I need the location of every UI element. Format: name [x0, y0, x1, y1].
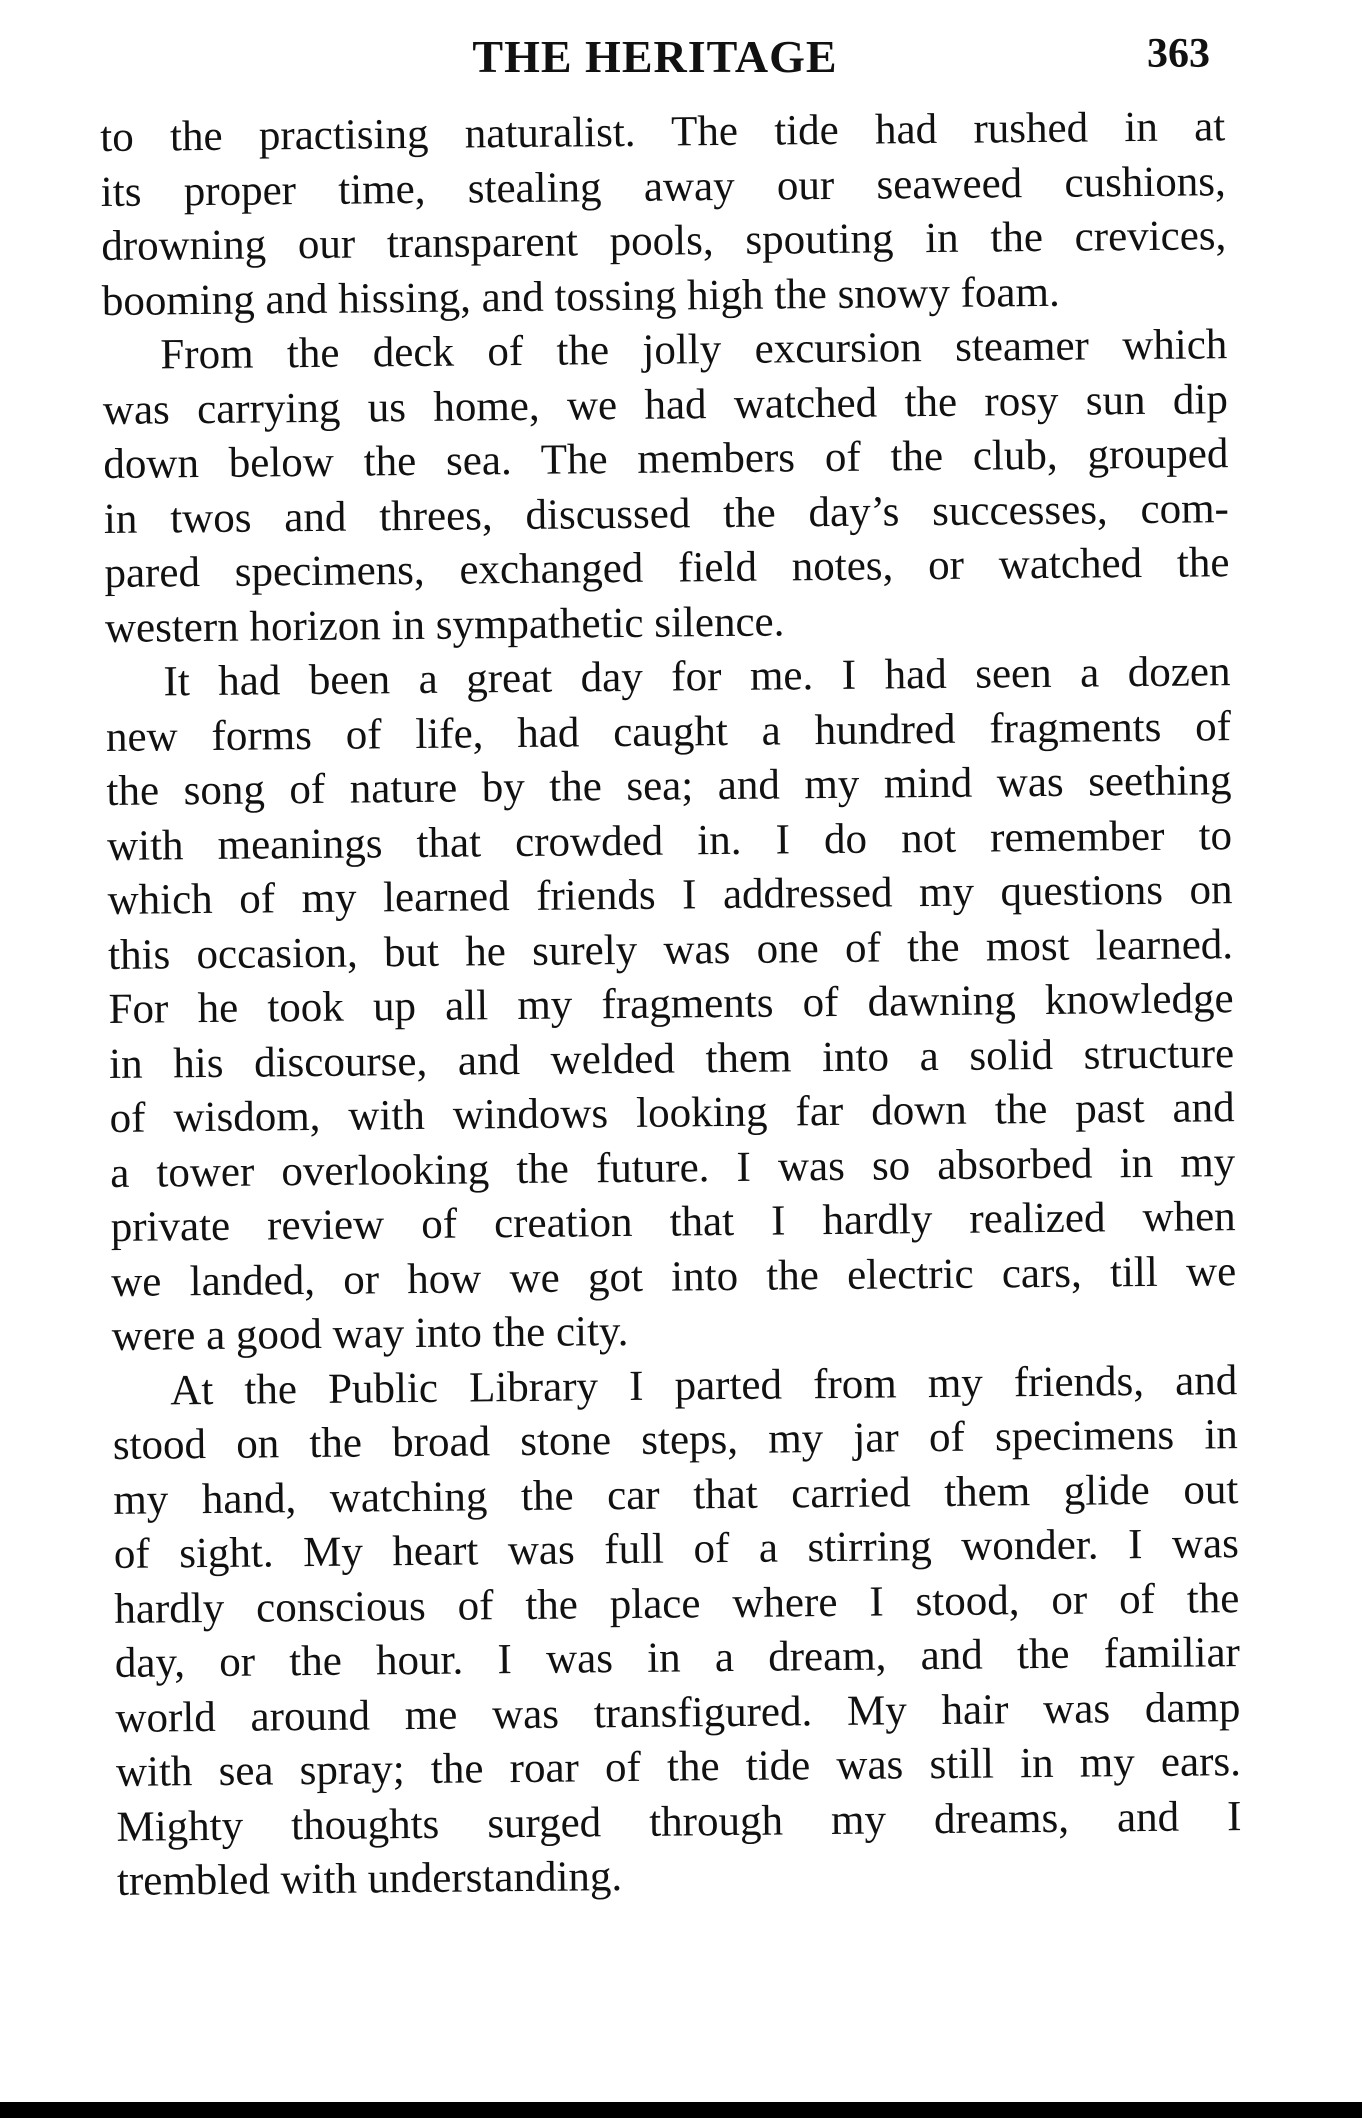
text-line: pared specimens, exchanged field notes, or watched the	[104, 539, 1230, 597]
text-line: to the practising naturalist. The tide had rushed in at	[100, 103, 1226, 161]
text-line: stood on the broad stone steps, my jar of specimens in	[112, 1411, 1238, 1469]
text-line: in twos and threes, discussed the day’s successes, com-	[103, 485, 1230, 543]
scan-bottom-edge	[0, 2102, 1362, 2118]
text-line: this occasion, but he surely was one of the most learned.	[107, 921, 1234, 979]
running-title: THE HERITAGE	[472, 31, 838, 82]
text-line: was carrying us home, we had watched the rosy sun dip	[102, 376, 1229, 434]
text-line: we landed, or how we got into the electric cars, till we	[111, 1248, 1237, 1306]
text-line: hardly conscious of the place where I stood, or of the	[114, 1575, 1240, 1633]
page-number: 363	[1147, 31, 1210, 77]
text-line: which of my learned friends I addressed my questions on	[107, 866, 1233, 924]
text-line: in his discourse, and welded them into a solid structure	[108, 1030, 1235, 1088]
text-line: For he took up all my fragments of dawning knowledge	[108, 975, 1234, 1033]
text-line: new forms of life, had caught a hundred fragments of	[105, 703, 1232, 761]
text-line: of sight. My heart was full of a stirring wonder. I was	[113, 1520, 1240, 1578]
text-line: its proper time, stealing away our seaweed cushions,	[100, 158, 1226, 216]
text-line: with sea spray; the roar of the tide was still in my ears.	[115, 1738, 1242, 1796]
text-line: At the Public Library I parted from my friends, and	[170, 1357, 1238, 1415]
text-line: It had been a great day for me. I had seen a dozen	[163, 648, 1231, 706]
text-line: trembled with understanding.	[116, 1853, 623, 1905]
text-line: drowning our transparent pools, spouting in the crevices,	[101, 212, 1227, 270]
running-head	[100, 30, 1210, 90]
text-line: Mighty thoughts surged through my dreams, and I	[116, 1793, 1242, 1851]
text-line: my hand, watching the car that carried them glide out	[113, 1466, 1239, 1524]
text-line: of wisdom, with windows looking far down the past and	[109, 1084, 1235, 1142]
text-line: private review of creation that I hardly realized when	[110, 1193, 1236, 1251]
text-line: day, or the hour. I was in a dream, and the familiar	[114, 1629, 1241, 1687]
text-line: booming and hissing, and tossing high the snowy foam.	[101, 268, 1060, 325]
text-line: From the deck of the jolly excursion steamer which	[160, 321, 1228, 379]
text-line: the song of nature by the sea; and my mind was seething	[106, 757, 1232, 815]
text-line: world around me was transfigured. My hair was damp	[115, 1684, 1241, 1742]
text-line: with meanings that crowded in. I do not remember to	[106, 812, 1233, 870]
text-line: were a good way into the city.	[111, 1307, 629, 1360]
text-line: down below the sea. The members of the club, grouped	[103, 430, 1229, 488]
text-line: western horizon in sympathetic silence.	[104, 598, 785, 652]
text-line: a tower overlooking the future. I was so absorbed in my	[109, 1139, 1236, 1197]
body-text	[100, 99, 1247, 1930]
